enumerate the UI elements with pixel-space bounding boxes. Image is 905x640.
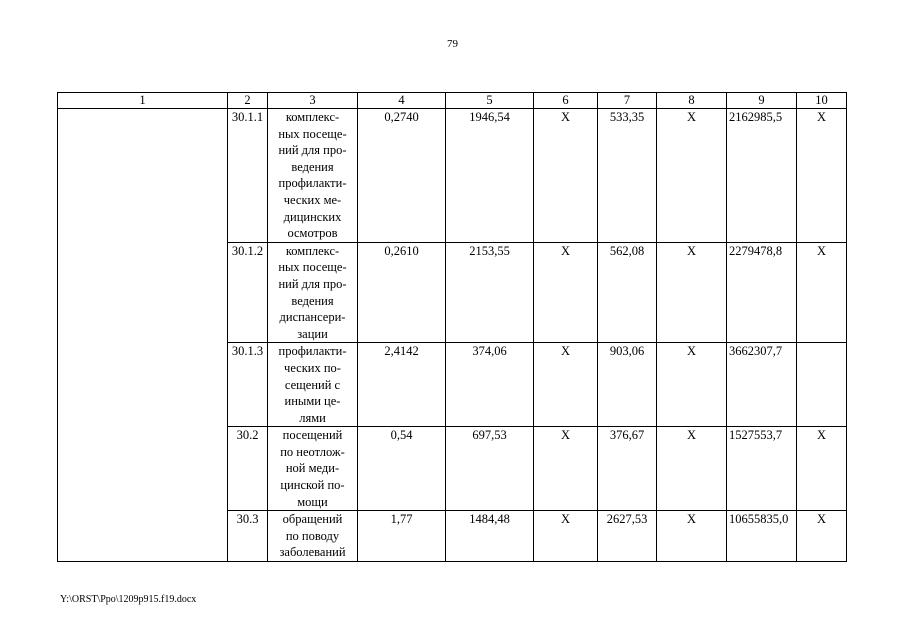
column-header: 10 [797, 93, 847, 109]
row-name-line: ведения [291, 293, 334, 308]
column-header: 2 [228, 93, 268, 109]
cell-c7: 376,67 [598, 427, 657, 511]
row-name-line: дицинских [283, 209, 342, 224]
row-name-line: посещений [282, 428, 343, 443]
row-name-line: комплекс- [285, 243, 340, 258]
row-name [268, 427, 358, 511]
cell-c4: 0,2610 [358, 242, 446, 343]
page-number: 79 [447, 38, 458, 50]
header-row [58, 93, 847, 109]
cell-c7: 533,35 [598, 109, 657, 243]
row-name-line: ных посеще- [278, 260, 347, 275]
column-header: 4 [358, 93, 446, 109]
cell-c6: X [534, 109, 598, 243]
cell-c10: X [797, 242, 847, 343]
row-code: 30.3 [228, 511, 268, 562]
empty-category-cell [58, 109, 228, 562]
row-name-line: ческих ме- [283, 192, 342, 207]
data-table [57, 92, 847, 562]
cell-c6: X [534, 242, 598, 343]
row-name-line: комплекс- [285, 110, 340, 124]
row-name-line: обращений [282, 512, 343, 527]
table-row [58, 109, 847, 243]
column-header: 6 [534, 93, 598, 109]
cell-c4: 2,4142 [358, 343, 446, 427]
column-header: 1 [58, 93, 228, 109]
cell-c8: X [657, 242, 727, 343]
cell-c6: X [534, 427, 598, 511]
cell-c4: 0,2740 [358, 109, 446, 243]
file-path-footer: Y:\ORST\Ppo\1209p915.f19.docx [60, 594, 197, 605]
cell-c9: 2279478,8 [727, 242, 797, 343]
row-name-line: профилакти- [278, 176, 347, 191]
cell-c6: X [534, 343, 598, 427]
row-name-line: мощи [297, 494, 328, 509]
column-header: 7 [598, 93, 657, 109]
cell-c5: 697,53 [446, 427, 534, 511]
row-code: 30.2 [228, 427, 268, 511]
column-header: 3 [268, 93, 358, 109]
row-name-line: заболеваний [279, 545, 346, 560]
cell-c10 [797, 343, 847, 427]
row-name [268, 511, 358, 562]
row-name-line: по неотлож- [280, 444, 345, 459]
row-name-line: осмотров [287, 226, 338, 241]
cell-c9: 1527553,7 [727, 427, 797, 511]
cell-c8: X [657, 109, 727, 243]
row-name-line: сещений с [284, 377, 341, 392]
row-name-line: ний для про- [278, 143, 347, 158]
cell-c8: X [657, 427, 727, 511]
cell-c9: 10655835,0 [727, 511, 797, 562]
cell-c4: 0,54 [358, 427, 446, 511]
row-code: 30.1.2 [228, 242, 268, 343]
cell-c8: X [657, 343, 727, 427]
cell-c8: X [657, 511, 727, 562]
row-name-line: цинской по- [280, 478, 345, 493]
cell-c6: X [534, 511, 598, 562]
column-header: 8 [657, 93, 727, 109]
cell-c10: X [797, 511, 847, 562]
cell-c10: X [797, 109, 847, 243]
row-name-line: диспансери- [279, 310, 346, 325]
cell-c5: 374,06 [446, 343, 534, 427]
row-name-line: по поводу [285, 528, 340, 543]
row-name-line: ных посеще- [278, 126, 347, 141]
row-name-line: ведения [291, 159, 334, 174]
cell-c7: 562,08 [598, 242, 657, 343]
row-name [268, 242, 358, 343]
column-header: 9 [727, 93, 797, 109]
row-name-line: лями [299, 410, 326, 425]
column-header: 5 [446, 93, 534, 109]
row-name [268, 109, 358, 243]
row-name-line: профилакти- [278, 344, 347, 359]
cell-c5: 1484,48 [446, 511, 534, 562]
cell-c9: 2162985,5 [727, 109, 797, 243]
row-name-line: ческих по- [284, 360, 341, 375]
row-name-line: ной меди- [285, 461, 340, 476]
row-code: 30.1.1 [228, 109, 268, 243]
cell-c9: 3662307,7 [727, 343, 797, 427]
row-code: 30.1.3 [228, 343, 268, 427]
cell-c7: 903,06 [598, 343, 657, 427]
row-name-line: зации [297, 326, 328, 341]
cell-c5: 2153,55 [446, 242, 534, 343]
row-name-line: иными це- [284, 394, 341, 409]
row-name [268, 343, 358, 427]
cell-c5: 1946,54 [446, 109, 534, 243]
cell-c10: X [797, 427, 847, 511]
cell-c7: 2627,53 [598, 511, 657, 562]
row-name-line: ний для про- [278, 276, 347, 291]
cell-c4: 1,77 [358, 511, 446, 562]
